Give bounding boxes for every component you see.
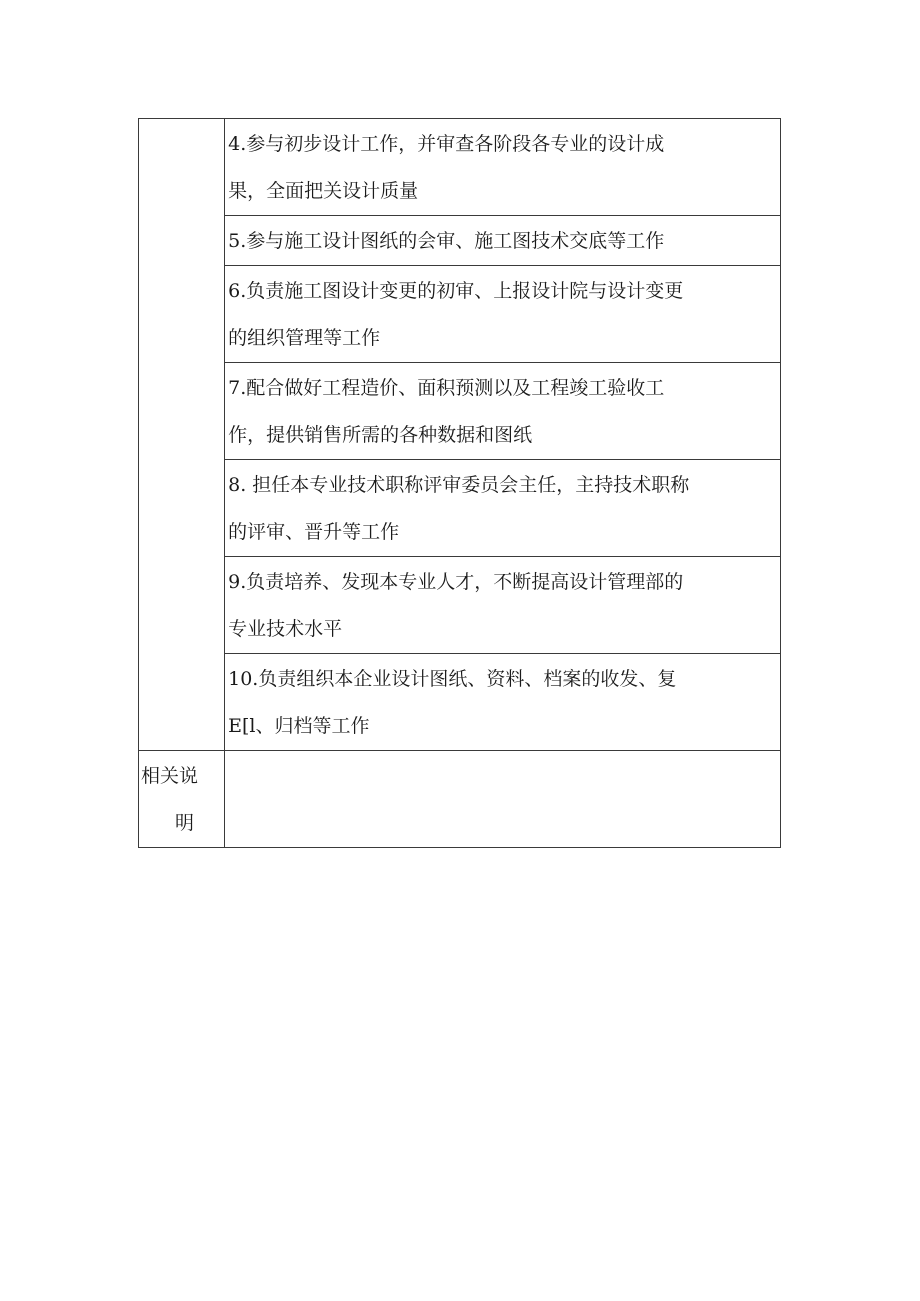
duty-item-7 xyxy=(225,363,781,460)
notes-label xyxy=(139,751,224,847)
duty-text: 4.参与初步设计工作，并审查各阶段各专业的设计成 果，全面把关设计质量 xyxy=(228,133,665,202)
duty-item-10 xyxy=(225,654,781,751)
table-row xyxy=(139,216,781,266)
duty-item-5 xyxy=(225,216,781,266)
notes-label-line1: 相关说 xyxy=(141,765,199,787)
table-row xyxy=(139,654,781,751)
notes-row xyxy=(139,751,781,848)
duty-item-8 xyxy=(225,460,781,557)
table-row xyxy=(139,119,781,216)
table-row xyxy=(139,363,781,460)
notes-label-line2: 明 xyxy=(175,812,195,834)
duties-label-cell xyxy=(139,119,225,751)
duty-text: 7.配合做好工程造价、面积预测以及工程竣工验收工 作，提供销售所需的各种数据和图纸 xyxy=(228,377,665,446)
table-row xyxy=(139,460,781,557)
duty-text: 9.负责培养、发现本专业人才，不断提高设计管理部的 专业技术水平 xyxy=(228,571,684,640)
notes-label-cell xyxy=(139,751,225,848)
duty-item-6 xyxy=(225,266,781,363)
notes-value xyxy=(225,751,780,753)
table-row xyxy=(139,266,781,363)
duty-item-9 xyxy=(225,557,781,654)
duties-table xyxy=(138,118,781,848)
duty-text: 5.参与施工设计图纸的会审、施工图技术交底等工作 xyxy=(228,230,665,252)
duty-text: 6.负责施工图设计变更的初审、上报设计院与设计变更 的组织管理等工作 xyxy=(228,280,684,349)
duty-item-4 xyxy=(225,119,781,216)
notes-value-cell xyxy=(225,751,781,848)
table-row xyxy=(139,557,781,654)
duty-text: 8. 担任本专业技术职称评审委员会主任，主持技术职称 的评审、晋升等工作 xyxy=(228,474,690,543)
duty-text: 10.负责组织本企业设计图纸、资料、档案的收发、复 E[l、归档等工作 xyxy=(228,668,677,737)
